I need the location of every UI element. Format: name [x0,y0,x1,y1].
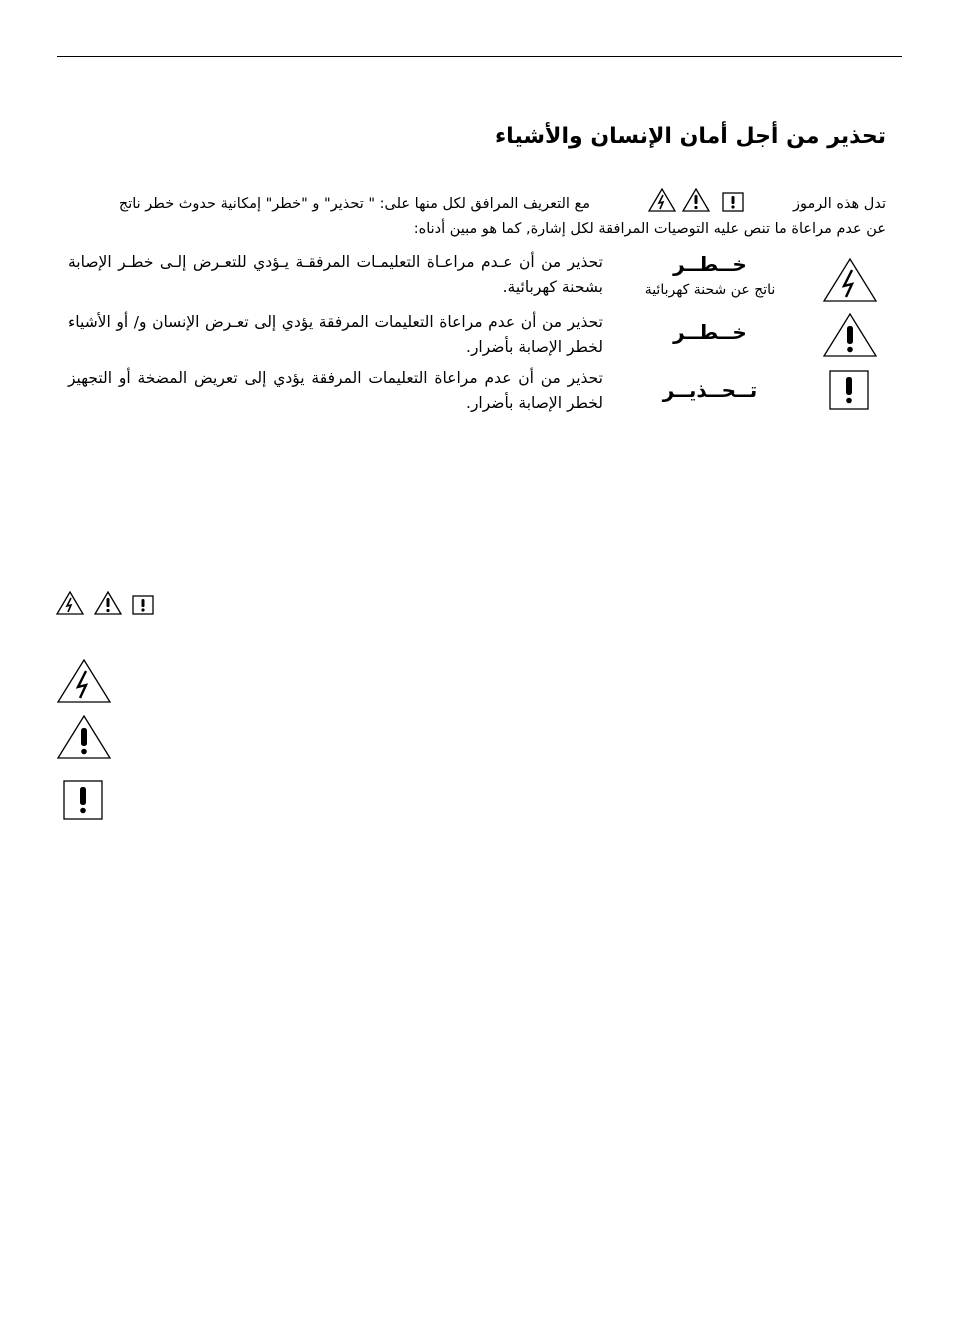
intro-line-1-start: تدل هذه الرموز [793,196,886,212]
electric-shock-triangle-icon [648,188,676,212]
warning-2-description: تحذير من أن عدم مراعاة التعليمات المرفقة يؤدي إلى تعـرض الإنسان و/ أو الأشياء لخطر الإصابة بأضرار. [68,313,603,356]
warning-3-signal-word: تــحــذيــر [662,378,758,402]
exclamation-triangle-icon [682,188,710,212]
lower-inline-symbol-group [56,591,154,615]
electric-shock-triangle-icon [56,591,84,615]
inline-symbol-group [648,188,744,212]
exclamation-square-icon [829,370,869,410]
warning-3-description: تحذير من أن عدم مراعاة التعليمات المرفقة يؤدي إلى تعريض المضخة أو التجهيز لخطر الإصابة بأضرار. [68,369,603,412]
intro-line-1-definition: مع التعريف المرافق لكل منها على: " تحذير" و "خطر" إمكانية حدوث خطر ناتج [118,196,590,212]
warning-1-sub-label: ناتج عن شحنة كهربائية [644,282,776,298]
warning-2-signal-word: خــطــر [673,320,747,344]
exclamation-square-icon [63,780,103,820]
intro-line-2: عن عدم مراعاة ما تنص عليه التوصيات المرافقة لكل إشارة, كما هو مبين أدناه: [413,221,886,237]
header-rule [57,56,902,57]
exclamation-square-icon [132,595,154,615]
electric-shock-triangle-icon [822,257,878,303]
exclamation-square-icon [722,192,744,212]
exclamation-triangle-icon [822,312,878,358]
exclamation-triangle-icon [94,591,122,615]
electric-shock-triangle-icon [56,658,112,704]
warning-1-description: تحذير من أن عـدم مراعـاة التعليمـات المرفقـة يـؤدي للتعـرض إلـى خطـر الإصابة بشحنة كهربائية. [68,253,603,296]
page-title: تحذير من أجل أمان الإنسان والأشياء [494,124,886,149]
exclamation-triangle-icon [56,714,112,760]
warning-1-signal-word: خــطــر [673,252,747,276]
